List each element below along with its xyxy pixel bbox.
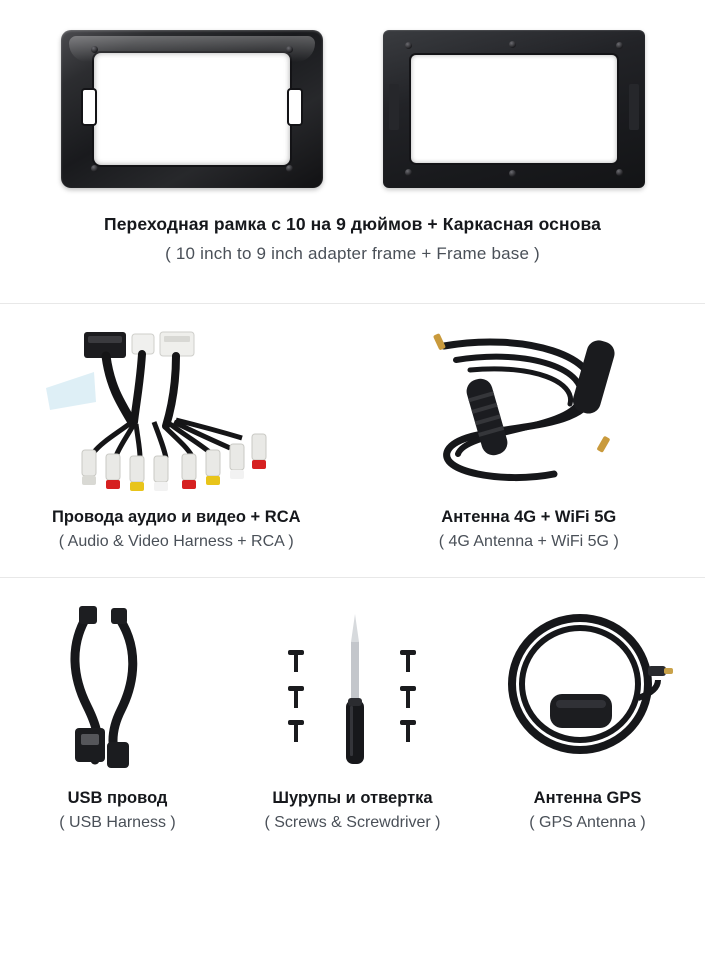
section-harness-antenna: [0, 304, 705, 551]
adapter-frame-caption: [0, 214, 705, 265]
item-antenna-4g-wifi: [353, 326, 705, 551]
av-harness-image: [36, 326, 316, 496]
adapter-frame-label-en: ( 10 inch to 9 inch adapter frame + Frame base ): [165, 243, 540, 263]
antenna-4g-label-en: ( 4G Antenna + WiFi 5G ): [438, 532, 619, 550]
item-gps-antenna: [470, 602, 705, 832]
screws-screwdriver-label-ru: Шурупы и отвертка: [272, 788, 433, 807]
item-av-harness: [0, 326, 353, 551]
av-harness-label-en: ( Audio & Video Harness + RCA ): [58, 532, 294, 550]
av-harness-label-ru: Провода аудио и видео + RCA: [51, 507, 301, 526]
frame-images-row: [0, 0, 705, 190]
section-usb-screws-gps: [0, 578, 705, 832]
gps-antenna-label-ru: Антенна GPS: [533, 788, 642, 807]
gps-antenna-label-en: ( GPS Antenna ): [529, 813, 646, 831]
screws-screwdriver-label-en: ( Screws & Screwdriver ): [264, 813, 441, 831]
section-adapter-frame: [0, 0, 705, 304]
usb-harness-label-en: ( USB Harness ): [59, 813, 176, 831]
antenna-4g-image: [404, 326, 654, 496]
item-screws-screwdriver: [235, 602, 470, 832]
frame-base-image: [383, 30, 645, 188]
item-usb-harness: [0, 602, 235, 832]
bottom-spacer: [0, 962, 705, 970]
usb-harness-label-ru: USB провод: [67, 788, 168, 807]
antenna-4g-label-ru: Антенна 4G + WiFi 5G: [441, 507, 617, 526]
usb-harness-image: [23, 602, 213, 777]
adapter-frame-image: [61, 30, 323, 188]
gps-antenna-image: [488, 602, 688, 777]
screws-screwdriver-image: [258, 602, 448, 777]
adapter-frame-label-ru: Переходная рамка с 10 на 9 дюймов + Каркасная основа: [104, 214, 601, 234]
